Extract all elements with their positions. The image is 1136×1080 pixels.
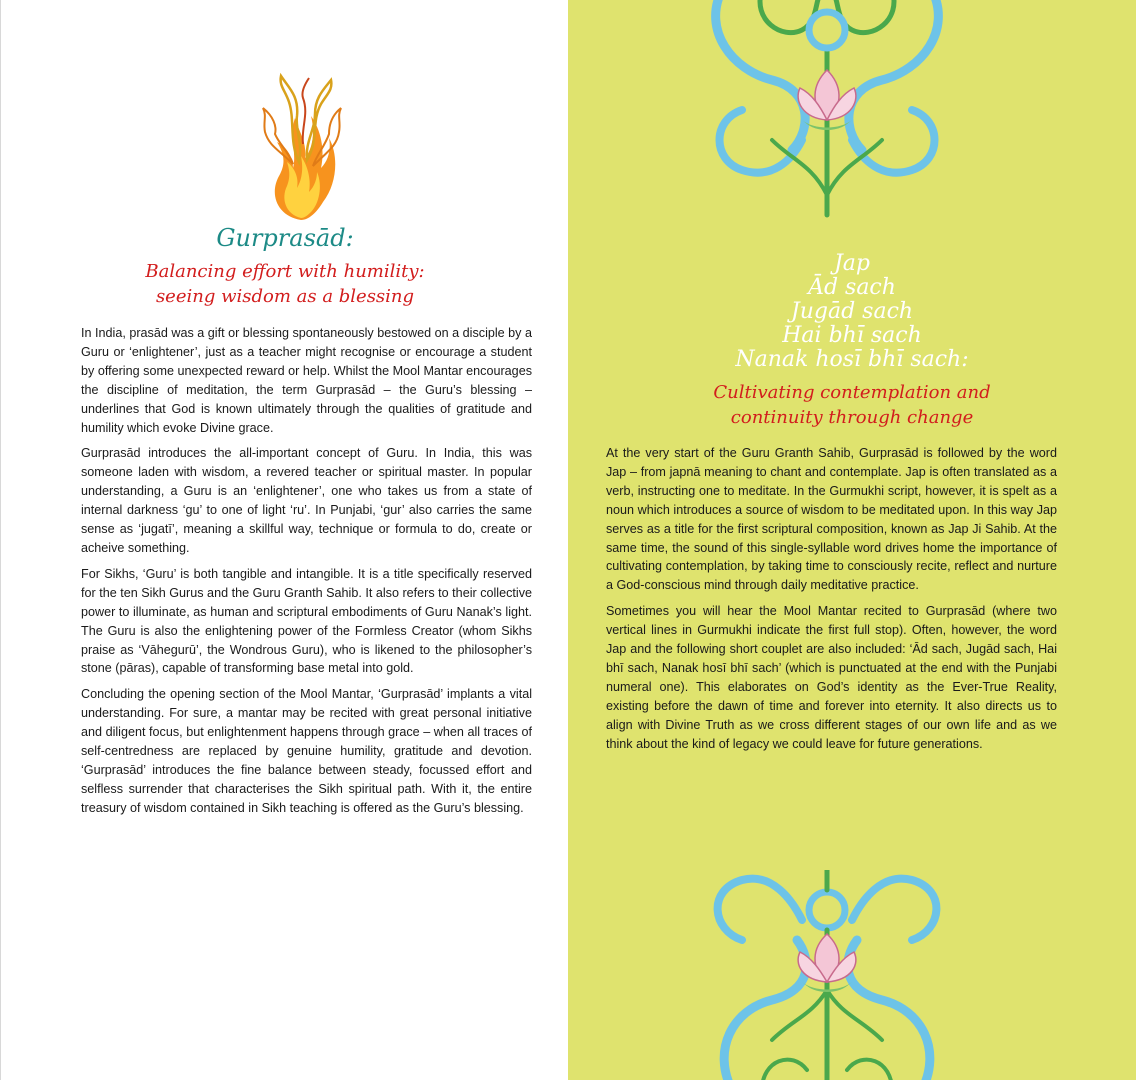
heading-line: Hai bhī sach xyxy=(782,323,922,348)
subtitle-line: Balancing effort with humility: xyxy=(145,261,425,282)
body-text xyxy=(606,444,1057,761)
heading-line: Nanak hosī bhī sach: xyxy=(735,347,969,372)
subtitle-line: Cultivating contemplation and xyxy=(713,382,991,403)
section-subtitle xyxy=(1,259,569,309)
subtitle-line: seeing wisdom as a blessing xyxy=(155,286,415,307)
subtitle-line: continuity through change xyxy=(730,407,974,428)
paragraph: At the very start of the Guru Granth Sahib, Gurprasād is followed by the word Jap – from japnā meaning to chant and contemplate. Jap is often translated as a verb, instructing one to meditate. In the Gurmukhi script, however, it is spelt as a noun which introduces a source of wisdom to be meditated upon. In this way Jap serves as a title for the first scriptural composition, known as Jap Ji Sahib. At the same time, the sound of this single-syllable word drives home the importance of cultivating contemplation, by taking time to consciously recite, reflect and nurture a God-conscious mind through daily meditative practice. xyxy=(606,446,1057,593)
heading-line: Ād sach xyxy=(808,275,896,300)
lotus-ornament-icon xyxy=(702,870,952,1080)
paragraph: For Sikhs, ‘Guru’ is both tangible and intangible. It is a title specifically reserved for the ten Sikh Gurus and the Guru Granth Sahib. It also refers to their collective power to illuminate, as human and scriptural embodiments of Guru Nanak’s light. The Guru is also the enlightening power of the Formless Creator (whom Sikhs praise as ‘Vāhegurū’, the Wondrous Guru), who is likened to the philosopher’s stone (pāras), capable of transforming base metal into gold. xyxy=(81,566,532,676)
heading-line: Jugād sach xyxy=(790,299,914,324)
paragraph: Concluding the opening section of the Mool Mantar, ‘Gurprasād’ implants a vital understanding. For sure, a mantar may be recited with great personal initiative and diligent focus, but enlightenment happens through grace – when all traces of self-centredness are replaced by genuine humility, gratitude and devotion. ‘Gurprasād’ introduces the fine balance between steady, focussed effort and selfless surrender that characterises the Sikh spiritual path. With it, the entire treasury of wisdom contained in Sikh teaching is offered as the Guru’s blessing. xyxy=(81,687,532,815)
section-heading xyxy=(568,252,1136,372)
paragraph: Gurprasād introduces the all-important concept of Guru. In India, this was someone laden with wisdom, a revered teacher or spiritual master. In popular understanding, a Guru is an ‘enlightener’, one who takes us from a state of internal darkness ‘gu’ to one of light ‘ru’. In Punjabi, ‘gur’ also carries the same sense as ‘jugatī’, meaning a skillful way, technique or formula to do, create or acheive something. xyxy=(81,446,532,555)
heading-line: Jap xyxy=(833,251,871,276)
section-subtitle xyxy=(568,380,1136,430)
right-page xyxy=(568,0,1136,1080)
flame-icon xyxy=(259,72,343,222)
section-title: Gurprasād: xyxy=(216,224,354,252)
paragraph: Sometimes you will hear the Mool Mantar recited to Gurprasād (where two vertical lines in Gurmukhi indicate the first full stop). Often, however, the word Jap and the following short couplet are also included: ‘Ād sach, Jugād sach, Hai bhī sach, Nanak hosī bhī sach’ (which is punctuated at the end with the Punjabi numeral one). This elaborates on God’s identity as the Ever-True Reality, existing before the dawn of time and forever into eternity. It also directs us to align with Divine Truth as we cross different stages of our own life and as we think about the kind of legacy we could leave for future generations. xyxy=(606,604,1057,751)
paragraph: In India, prasād was a gift or blessing spontaneously bestowed on a disciple by a Guru or ‘enlightener’, just as a teacher might recognise or encourage a student by offering some unexpected reward or help. Whilst the Mool Mantar encourages the discipline of meditation, the term Gurprasād – the Guru’s blessing – underlines that God is known ultimately through the qualities of gratitude and humility which evoke Divine grace. xyxy=(81,326,532,435)
lotus-ornament-icon xyxy=(702,0,952,220)
body-text xyxy=(81,324,532,825)
